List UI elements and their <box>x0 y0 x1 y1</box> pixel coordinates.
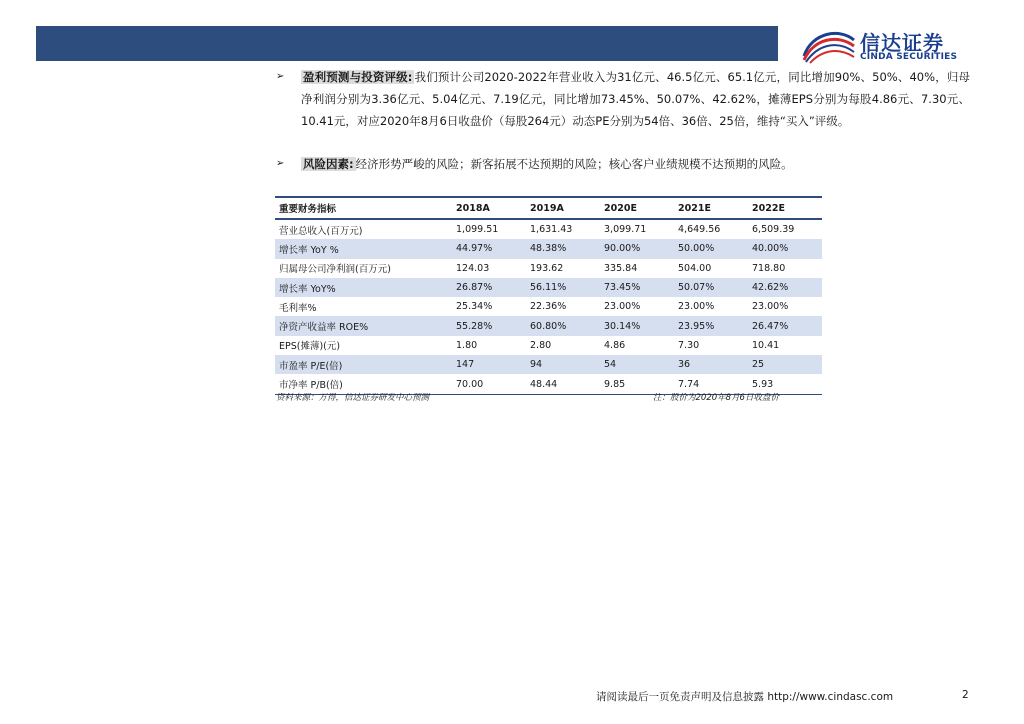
bullet-label: 风险因素: <box>303 157 354 171</box>
row-label-cell: 毛利率% <box>279 302 317 314</box>
value-cell: 30.14% <box>600 316 674 335</box>
value-cell: 54 <box>600 355 674 374</box>
header-bar <box>36 26 778 61</box>
value-cell: 9.85 <box>600 374 674 394</box>
logo-chinese-name: 信达证券 <box>860 31 944 55</box>
value-cell: 48.38% <box>526 239 600 258</box>
value-cell: 7.30 <box>678 339 700 351</box>
value-cell: 70.00 <box>452 374 526 394</box>
value-cell: 26.87% <box>452 278 526 297</box>
value-cell: 23.00% <box>752 301 789 313</box>
value-cell: 193.62 <box>530 262 564 274</box>
data-source-note: 资料来源：万得，信达证券研发中心预测 <box>276 393 430 403</box>
value-cell: 3,099.71 <box>604 224 647 236</box>
bullet-earnings-forecast <box>276 66 970 132</box>
value-cell: 55.28% <box>452 316 526 335</box>
value-cell: 44.97% <box>452 239 526 258</box>
value-cell: 5.93 <box>748 374 822 394</box>
value-cell: 73.45% <box>600 278 674 297</box>
table-row <box>275 259 822 278</box>
table-row <box>275 239 822 258</box>
value-cell: 6,509.39 <box>752 224 795 236</box>
value-cell: 25 <box>748 355 822 374</box>
value-cell: 94 <box>526 355 600 374</box>
value-cell: 23.00% <box>678 301 715 313</box>
value-cell: 10.41 <box>752 339 780 351</box>
page-number: 2 <box>962 689 969 701</box>
arrow-bullet-icon: ➢ <box>276 71 285 82</box>
value-cell: 60.80% <box>526 316 600 335</box>
price-date-note: 注：股价为2020年8月6日收盘价 <box>653 393 779 403</box>
row-label-cell: 市盈率 P/E(倍) <box>275 355 452 374</box>
table-header-cell: 2018A <box>452 197 526 219</box>
row-label-cell: 营业总收入(百万元) <box>279 225 363 237</box>
table-header-cell: 2022E <box>748 197 822 219</box>
value-cell: 26.47% <box>748 316 822 335</box>
value-cell: 718.80 <box>752 262 786 274</box>
financial-indicators-table <box>275 196 822 395</box>
value-cell: 124.03 <box>456 262 490 274</box>
bullet-risk-factors <box>276 153 970 175</box>
value-cell: 504.00 <box>678 262 712 274</box>
table-row <box>275 278 822 297</box>
value-cell: 42.62% <box>748 278 822 297</box>
table-header-cell: 2020E <box>600 197 674 219</box>
value-cell: 4,649.56 <box>678 224 721 236</box>
value-cell: 147 <box>452 355 526 374</box>
value-cell: 40.00% <box>748 239 822 258</box>
bullet-text: 经济形势严峻的风险；新客拓展不达预期的风险；核心客户业绩规模不达预期的风险。 <box>355 157 793 171</box>
value-cell: 50.07% <box>674 278 748 297</box>
value-cell: 48.44 <box>526 374 600 394</box>
value-cell: 335.84 <box>604 262 638 274</box>
bullet-label: 盈利预测与投资评级: <box>303 70 413 84</box>
table-header-cell: 重要财务指标 <box>275 197 452 219</box>
value-cell: 1,631.43 <box>530 224 573 236</box>
value-cell: 56.11% <box>526 278 600 297</box>
table-header-cell: 2019A <box>526 197 600 219</box>
bullet-text: 我们预计公司2020-2022年营业收入为31亿元、46.5亿元、65.1亿元，同比增加90%、50%、40%，归母净利润分别为3.36亿元、5.04亿元、7.19亿元，同比增加73.45%、50.07%、42.62%，摊薄EPS分别为每股4.86元、7.30元、10.41元，对应2020年8月6日收盘价（每股264元）动态PE分别为54倍、36倍、25倍，维持“买入”评级。 <box>301 70 970 128</box>
footer-disclaimer: 请阅读最后一页免责声明及信息披露 http://www.cindasc.com <box>596 691 894 703</box>
logo-english-name: CINDA SECURITIES <box>860 52 958 62</box>
value-cell: 7.74 <box>674 374 748 394</box>
value-cell: 36 <box>674 355 748 374</box>
table-row <box>275 316 822 335</box>
row-label-cell: 市净率 P/B(倍) <box>275 374 452 394</box>
value-cell: 2.80 <box>530 339 552 351</box>
table-row <box>275 355 822 374</box>
value-cell: 22.36% <box>530 301 567 313</box>
value-cell: 25.34% <box>456 301 493 313</box>
value-cell: 90.00% <box>600 239 674 258</box>
row-label-cell: 增长率 YoY % <box>275 239 452 258</box>
row-label-cell: EPS(摊薄)(元) <box>279 341 341 353</box>
table-row <box>275 219 822 239</box>
table-header-cell: 2021E <box>674 197 748 219</box>
value-cell: 23.95% <box>674 316 748 335</box>
arrow-bullet-icon: ➢ <box>276 158 285 169</box>
row-label-cell: 归属母公司净利润(百万元) <box>279 264 391 276</box>
value-cell: 4.86 <box>604 339 626 351</box>
row-label-cell: 增长率 YoY% <box>275 278 452 297</box>
row-label-cell: 净资产收益率 ROE% <box>275 316 452 335</box>
value-cell: 23.00% <box>604 301 641 313</box>
cinda-logo <box>800 24 980 68</box>
cinda-swoosh-icon <box>800 26 856 64</box>
value-cell: 1.80 <box>456 339 478 351</box>
value-cell: 1,099.51 <box>456 224 499 236</box>
table-row <box>275 336 822 355</box>
table-row <box>275 297 822 316</box>
value-cell: 50.00% <box>674 239 748 258</box>
table-header-row <box>275 197 822 219</box>
